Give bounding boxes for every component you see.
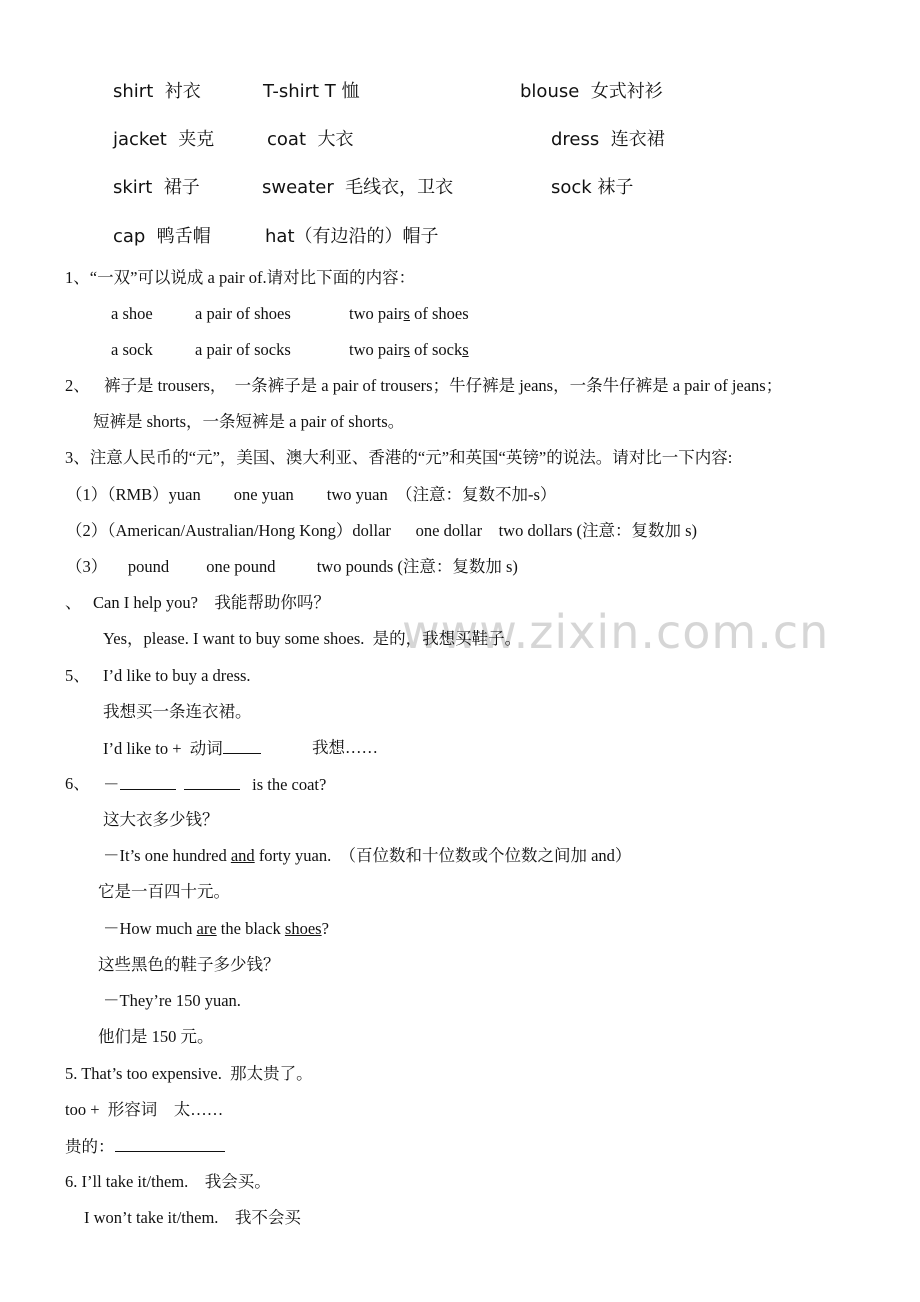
vocab-jacket: jacket 夹克 <box>113 129 215 150</box>
section6-question2-cn: 这些黑色的鞋子多少钱？ <box>98 955 280 974</box>
section5-chinese: 我想买一条连衣裙。 <box>103 702 252 721</box>
section3-row3: （3） pound one pound two pounds (注意：复数加 s) <box>66 557 518 576</box>
section4-question: Can I help you? 我能帮助你吗？ <box>93 593 330 612</box>
section6-answer2: －They’re 150 yuan. <box>103 991 241 1010</box>
section3-title: 3、注意人民币的“元”，美国、澳大利亚、香港的“元”和英国“英镑”的说法。请对比一下内容: <box>65 448 733 467</box>
section6-answer1: －It’s one hundred and forty yuan. （百位数和十位数或个位数之间加 and） <box>103 846 632 865</box>
section7-blank-line: 贵的： <box>65 1135 225 1158</box>
section8-line1: 6. I’ll take it/them. 我会买。 <box>65 1172 271 1191</box>
section5-english: I’d like to buy a dress. <box>103 666 251 685</box>
section5-pattern-cn: 我想…… <box>312 738 378 757</box>
section5-number: 5、 <box>65 666 90 685</box>
section6-answer2-cn: 他们是 150 元。 <box>98 1027 214 1046</box>
section7-line: 5. That’s too expensive. 那太贵了。 <box>65 1064 313 1083</box>
section2-line2: 短裤是 shorts，一条短裤是 a pair of shorts。 <box>93 412 405 431</box>
s1-row1-b: a pair of shoes <box>195 304 291 323</box>
vocab-sock: sock 袜子 <box>551 177 634 198</box>
watermark: www.zixin.com.cn <box>402 605 830 659</box>
section2-line1: 裤子是 trousers， 一条裤子是 a pair of trousers；牛仔裤是 jeans，一条牛仔裤是 a pair of jeans； <box>104 376 783 395</box>
vocab-cap: cap 鸭舌帽 <box>113 226 211 247</box>
vocab-skirt: skirt 裙子 <box>113 177 200 198</box>
section3-row1: （1）（RMB）yuan one yuan two yuan （注意：复数不加-s） <box>66 485 557 504</box>
s1-row2-a: a sock <box>111 340 153 359</box>
section6-question-cn: 这大衣多少钱？ <box>103 810 219 829</box>
vocab-tshirt: T-shirt T 恤 <box>263 81 360 102</box>
s1-row1-c: two pairs of shoes <box>349 304 469 323</box>
section5-pattern: I’d like to + 动词 <box>103 737 261 760</box>
section3-row2: （2）（American/Australian/Hong Kong）dollar one dollar two dollars (注意：复数加 s) <box>66 521 698 540</box>
section2-number: 2、 <box>65 376 90 395</box>
section6-answer1-cn: 它是一百四十元。 <box>98 882 230 901</box>
section4-number: 、 <box>65 593 82 612</box>
section4-answer: Yes，please. I want to buy some shoes. 是的，我想买鞋子。 <box>103 629 522 648</box>
vocab-hat: hat（有边沿的）帽子 <box>265 226 439 247</box>
vocab-blouse: blouse 女式衬衫 <box>520 81 663 102</box>
section8-line2: I won’t take it/them. 我不会买 <box>84 1208 301 1227</box>
vocab-shirt: shirt 衬衣 <box>113 81 201 102</box>
section6-question2: －How much are the black shoes? <box>103 919 329 938</box>
section6-question: － is the coat? <box>103 775 327 794</box>
section7-pattern: too + 形容词 太…… <box>65 1100 224 1119</box>
vocab-dress: dress 连衣裙 <box>551 129 665 150</box>
vocab-sweater: sweater 毛线衣，卫衣 <box>262 177 454 198</box>
vocab-coat: coat 大衣 <box>267 129 354 150</box>
s1-row1-a: a shoe <box>111 304 153 323</box>
s1-row2-b: a pair of socks <box>195 340 291 359</box>
section6-number: 6、 <box>65 774 90 793</box>
section1-title: 1、“一双”可以说成 a pair of.请对比下面的内容： <box>65 268 416 287</box>
s1-row2-c: two pairs of socks <box>349 340 469 359</box>
